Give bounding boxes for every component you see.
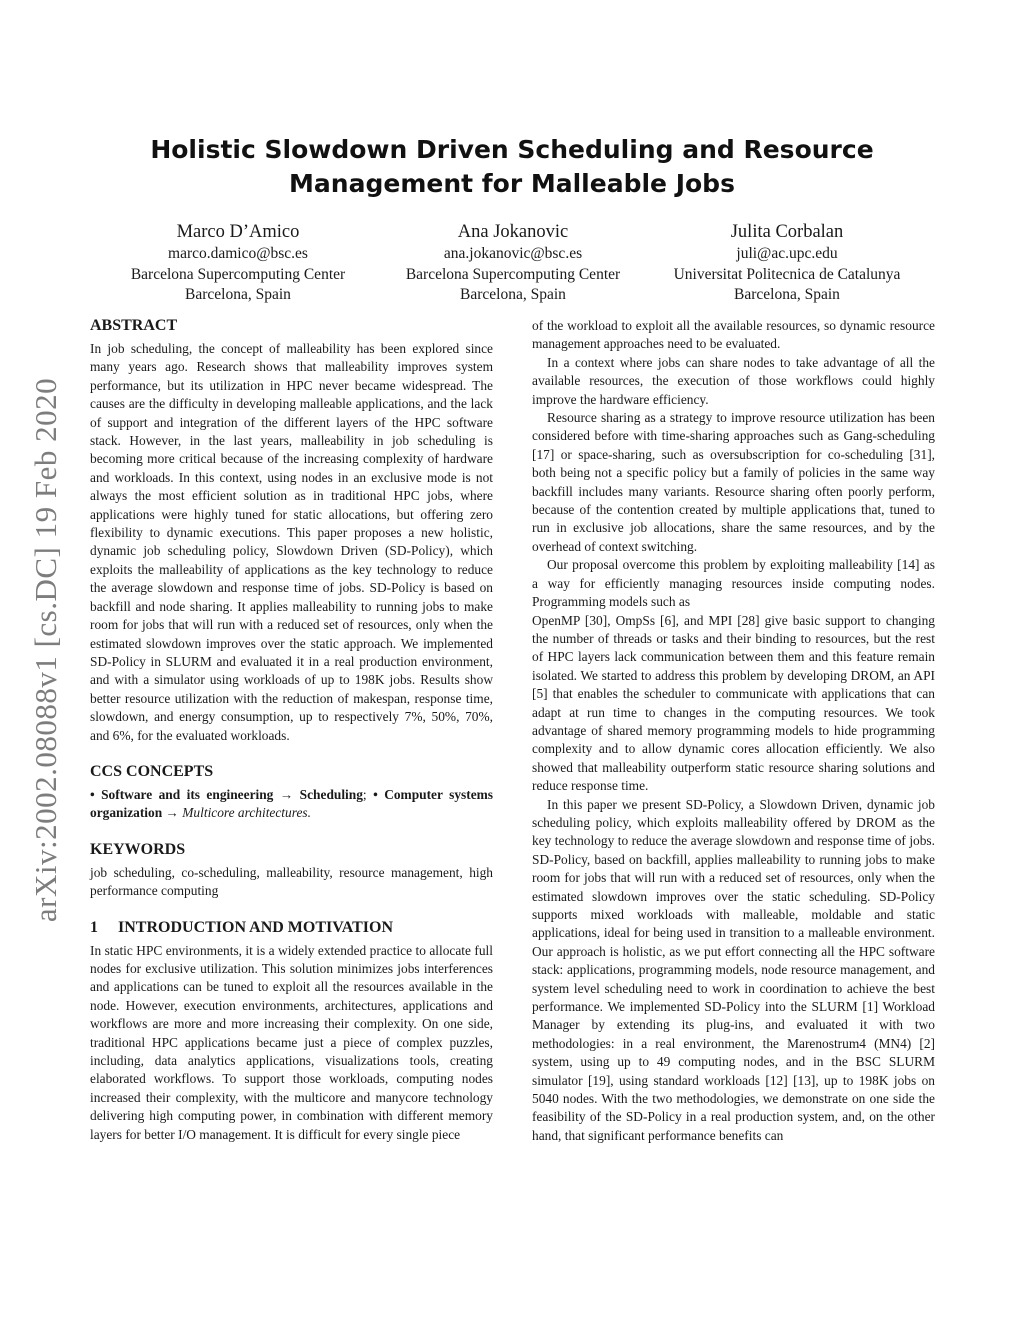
author-location: Barcelona, Spain [734,286,840,303]
keywords-heading: KEYWORDS [90,840,186,858]
author-email: marco.damico@bsc.es [168,245,308,262]
ccs-concepts [90,786,493,823]
title-line-2: Management for Malleable Jobs [289,169,735,198]
ccs-bullet-1: • Software and its engineering [90,786,274,802]
author-affiliation: Barcelona Supercomputing Center [405,265,621,283]
right-paragraph-0: of the workload to exploit all the available resources, so dynamic resource management approaches need to be evaluated. [532,318,935,352]
author-block-1 [98,220,378,306]
author-name: Ana Jokanovic [457,222,569,242]
author-block-3 [647,220,927,306]
right-paragraph-1: In a context where jobs can share nodes to take advantage of all the available resources, the execution of those workflows could highly improve the hardware efficiency. [532,354,935,407]
intro-paragraph-1: In static HPC environments, it is a widely extended practice to allocate full nodes for exclusive utilization. This solution minimizes jobs interferences and applications can be tuned to exploit all the resources available in the node. However, execution environments, architectures, applications and workflows are more and more increasing their complexity. On one side, traditional HPC applications became just a piece of complex puzzles, including, data analytics applications, visualizations tools, creating elaborated workflows. To support those workloads, computing nodes increased their complexity, with the multicore and manycore technology delivering high computing power, in combination with different memory layers for better I/O management. It is difficult for every single piece [90,942,493,1142]
ccs-heading: CCS CONCEPTS [90,762,214,780]
left-column [90,315,493,1144]
arxiv-stamp [28,350,64,950]
keywords-text: job scheduling, co-scheduling, malleability, resource management, high performance computing [90,864,493,899]
author-affiliation: Universitat Politecnica de Catalunya [673,265,901,283]
author-block-2 [373,220,653,306]
ccs-arrow-2: → [165,805,179,821]
right-paragraph-3: Our proposal overcome this problem by exploiting malleability [14] as a way for efficiently managing resources inside computing nodes. Programming models such as [532,557,935,610]
ccs-term-2: Multicore architectures. [182,805,311,821]
ccs-separator: ; [362,786,374,802]
ccs-arrow-1: → [279,786,294,802]
author-email: ana.jokanovic@bsc.es [443,245,583,262]
author-email: juli@ac.upc.edu [736,245,838,262]
intro-heading [90,917,493,939]
abstract-heading: ABSTRACT [90,317,178,334]
section-number: 1 [90,918,98,936]
author-location: Barcelona, Spain [185,286,291,303]
ccs-bullet-2: • Computer systems organization [90,786,494,821]
author-affiliation: Barcelona Supercomputing Center [130,265,346,283]
right-paragraph-4: In this paper we present SD-Policy, a Slowdown Driven, dynamic job scheduling policy, which exploits malleability offered by DROM as the key technology to reduce the average slowdown and response time of jobs. SD-Policy, based on backfill, applies malleability to running jobs to make room for jobs that will run with a reduced set of resources, only when the estimated slowdown improves over the static scheduling. SD-Policy supports mixed workloads with malleable, moldable and static applications, ideal for being used in transition to a malleable environment. Our approach is holistic, as we put effort connecting all the HPC software stack: applications, programming models, node resource management, and system level scheduling need to work in coordination to achieve the best performance. We implemented SD-Policy into the SLURM [1] Workload Manager by extending its plug-ins, and evaluated it with two methodologies: in a real environment, the Marenostrum4 (MN4) [2] system, using up to 49 computing nodes, and in the BSC SLURM simulator [19], using standard workloads [12] [13], up to 198K jobs on 5040 nodes. With the two methodologies, we demonstrate on one side the feasibility of the SD-Policy in a real production system, and, on the other hand, that significant performance benefits can [532,796,935,1143]
ccs-term-1: Scheduling [299,786,363,802]
section-title: INTRODUCTION AND MOTIVATION [118,918,393,936]
title-line-1: Holistic Slowdown Driven Scheduling and Resource [150,135,874,164]
arxiv-stamp-text: arXiv:2002.08088v1 [cs.DC] 19 Feb 2020 [28,377,64,923]
author-name: Julita Corbalan [730,222,844,242]
paper-title [112,133,912,201]
author-location: Barcelona, Spain [460,286,566,303]
right-paragraph-2: Resource sharing as a strategy to improve resource utilization has been considered before with time-sharing approaches such as Gang-scheduling [17] or space-sharing, such as oversubscription for co-scheduling [31], both being not a specific policy but a family of policies in the same way backfill includes many variants. Resource sharing often poorly perform, because of the contention created by multiple applications that, tuned to run in exclusive job allocations, share the same resources, and by the overhead of context switching. [532,410,935,554]
abstract-text: In job scheduling, the concept of malleability has been explored since many years ago. Research shows that malleability improves system performance, but its utilization in HPC never became widespread. The causes are the difficulty in developing malleable applications, and the lack of support and integration of the different layers of the HPC software stack. However, in the last years, malleability in job scheduling is becoming more critical because of the increasing complexity of hardware and workloads. In this context, using nodes in an exclusive mode is not always the most efficient solution as in traditional HPC jobs, where applications were highly tuned for static allocations, but offering zero flexibility to dynamic executions. This paper proposes a new holistic, dynamic job scheduling policy, Slowdown Driven (SD-Policy), which exploits the malleability of applications as the key technology to reduce the average slowdown and response time of jobs. SD-Policy is based on backfill and node sharing. It applies malleability to running jobs to make room for jobs that will run with a reduced set of resources, only when the estimated slowdown improves over the static approach. We implemented SD-Policy in SLURM and evaluated it in a real production environment, and with a simulator using workloads of up to 198K jobs. Results show better resource utilization with the reduction of makespan, response time, slowdown, and energy consumption, up to respectively 7%, 50%, 70%, and 6%, for the evaluated workloads. [90,341,493,743]
right-paragraph-3b: OpenMP [30], OmpSs [6], and MPI [28] give basic support to changing the number of threads or tasks and their binding to resources, but the rest of HPC layers lack communication between them and this feature remain isolated. We started to address this problem by developing DROM, an API [5] that enables the scheduler to communicate with applications that can adapt at run time to changes in the computing resources. We took advantage of shared memory programming models to hide programming complexity and to allow dynamic cores allocation efficiently. We also showed that malleability outperform static resource sharing solutions and reduce response time. [532,612,935,794]
author-name: Marco D’Amico [176,222,300,242]
right-column [532,317,935,1145]
